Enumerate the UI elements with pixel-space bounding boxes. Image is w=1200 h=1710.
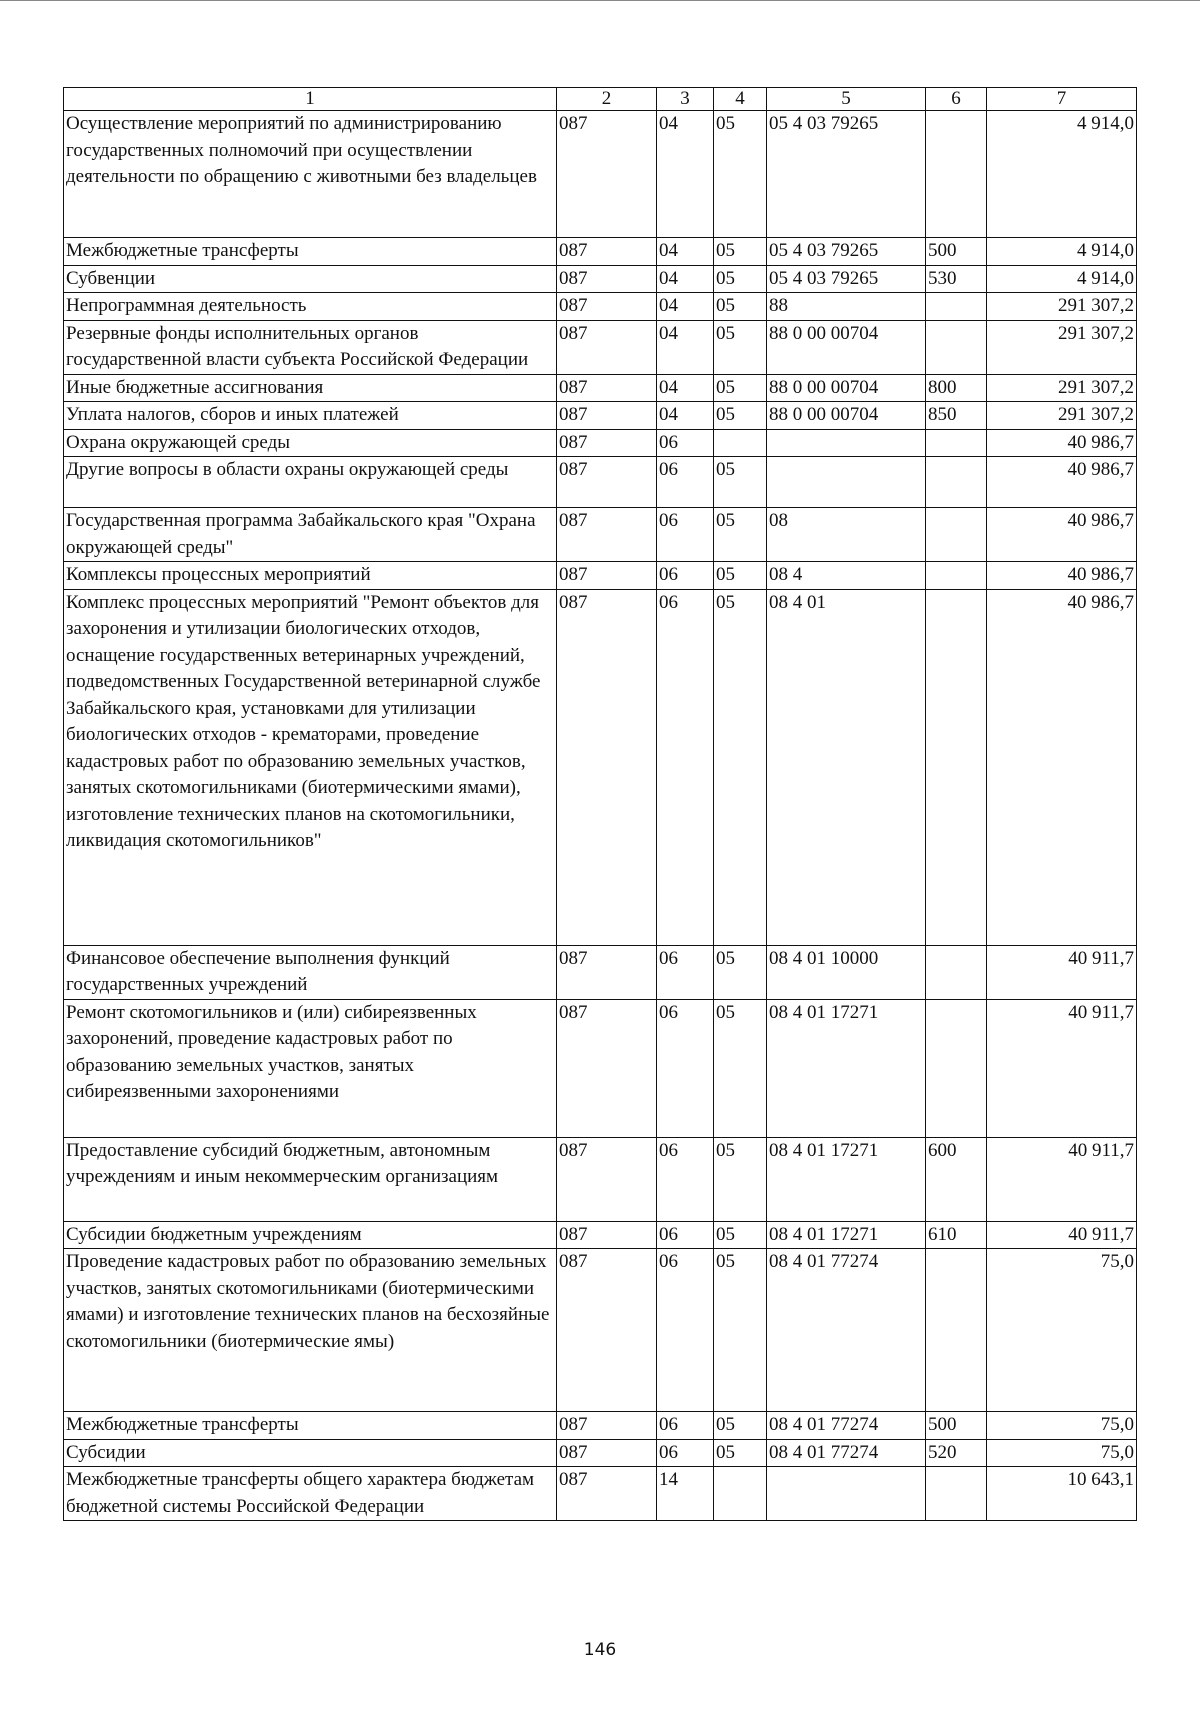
row-col5-cell: 08 [767, 508, 926, 562]
row-name-cell: Государственная программа Забайкальского края "Охрана окружающей среды" [64, 508, 557, 562]
row-name-cell: Субвенции [64, 265, 557, 293]
row-amount-cell: 40 986,7 [987, 508, 1137, 562]
row-col4-cell: 05 [714, 562, 767, 590]
row-col2-cell: 087 [557, 945, 657, 999]
table-row [64, 1137, 1137, 1221]
row-name-cell: Ремонт скотомогильников и (или) сибиреязвенных захоронений, проведение кадастровых работ по образованию земельных участков, занятых сибиреязвенными захоронениями [64, 999, 557, 1137]
budget-table [63, 87, 1137, 1521]
row-col3-cell: 14 [657, 1467, 714, 1521]
row-col3-cell: 06 [657, 1439, 714, 1467]
row-col6-cell [926, 1249, 987, 1412]
row-col4-cell: 05 [714, 1221, 767, 1249]
row-col2-cell: 087 [557, 238, 657, 266]
row-amount-cell: 40 911,7 [987, 999, 1137, 1137]
row-col4-cell: 05 [714, 1439, 767, 1467]
row-col3-cell: 06 [657, 1412, 714, 1440]
row-col6-cell [926, 945, 987, 999]
row-col6-cell [926, 429, 987, 457]
row-name-cell: Субсидии бюджетным учреждениям [64, 1221, 557, 1249]
table-row [64, 265, 1137, 293]
row-col6-cell [926, 589, 987, 945]
header-col-6: 6 [926, 88, 987, 111]
table-row [64, 293, 1137, 321]
row-name-cell: Уплата налогов, сборов и иных платежей [64, 402, 557, 430]
row-col3-cell: 04 [657, 111, 714, 238]
row-name-cell: Предоставление субсидий бюджетным, автономным учреждениям и иным некоммерческим организациям [64, 1137, 557, 1221]
row-col6-cell [926, 1467, 987, 1521]
row-amount-cell: 291 307,2 [987, 374, 1137, 402]
row-col4-cell: 05 [714, 320, 767, 374]
header-col-5: 5 [767, 88, 926, 111]
row-col6-cell [926, 562, 987, 590]
header-col-2: 2 [557, 88, 657, 111]
table-row [64, 429, 1137, 457]
page-number: 146 [583, 1640, 617, 1660]
row-col4-cell: 05 [714, 589, 767, 945]
row-amount-cell: 40 911,7 [987, 1221, 1137, 1249]
row-col6-cell [926, 457, 987, 508]
row-col5-cell: 08 4 01 77274 [767, 1249, 926, 1412]
row-col3-cell: 06 [657, 429, 714, 457]
table-row [64, 945, 1137, 999]
row-col4-cell: 05 [714, 238, 767, 266]
row-amount-cell: 40 986,7 [987, 457, 1137, 508]
row-col2-cell: 087 [557, 1137, 657, 1221]
table-header-row [64, 88, 1137, 111]
row-amount-cell: 291 307,2 [987, 402, 1137, 430]
row-amount-cell: 291 307,2 [987, 293, 1137, 321]
row-amount-cell: 10 643,1 [987, 1467, 1137, 1521]
row-col6-cell [926, 320, 987, 374]
row-col3-cell: 04 [657, 265, 714, 293]
table-row [64, 238, 1137, 266]
row-col2-cell: 087 [557, 1249, 657, 1412]
row-name-cell: Охрана окружающей среды [64, 429, 557, 457]
table-row [64, 589, 1137, 945]
row-col2-cell: 087 [557, 429, 657, 457]
row-col6-cell [926, 293, 987, 321]
row-col4-cell: 05 [714, 1137, 767, 1221]
row-col4-cell: 05 [714, 374, 767, 402]
row-amount-cell: 40 986,7 [987, 562, 1137, 590]
row-name-cell: Финансовое обеспечение выполнения функций государственных учреждений [64, 945, 557, 999]
row-col3-cell: 06 [657, 1137, 714, 1221]
table-row [64, 999, 1137, 1137]
row-col6-cell: 530 [926, 265, 987, 293]
row-name-cell: Иные бюджетные ассигнования [64, 374, 557, 402]
table-row [64, 508, 1137, 562]
row-col4-cell: 05 [714, 457, 767, 508]
row-col2-cell: 087 [557, 457, 657, 508]
row-col2-cell: 087 [557, 374, 657, 402]
header-col-4: 4 [714, 88, 767, 111]
row-col6-cell: 610 [926, 1221, 987, 1249]
row-col2-cell: 087 [557, 293, 657, 321]
row-col4-cell: 05 [714, 1412, 767, 1440]
row-col4-cell: 05 [714, 945, 767, 999]
row-col4-cell [714, 429, 767, 457]
row-col2-cell: 087 [557, 1439, 657, 1467]
row-col5-cell: 05 4 03 79265 [767, 265, 926, 293]
row-col5-cell: 08 4 01 17271 [767, 999, 926, 1137]
row-col4-cell: 05 [714, 111, 767, 238]
row-col2-cell: 087 [557, 1412, 657, 1440]
row-col5-cell: 08 4 01 17271 [767, 1137, 926, 1221]
row-amount-cell: 40 986,7 [987, 429, 1137, 457]
row-col2-cell: 087 [557, 589, 657, 945]
row-col2-cell: 087 [557, 508, 657, 562]
table-row [64, 111, 1137, 238]
row-col5-cell: 08 4 [767, 562, 926, 590]
row-col5-cell: 88 0 00 00704 [767, 374, 926, 402]
row-amount-cell: 40 986,7 [987, 589, 1137, 945]
row-col2-cell: 087 [557, 1467, 657, 1521]
row-col5-cell: 88 [767, 293, 926, 321]
row-col5-cell: 08 4 01 10000 [767, 945, 926, 999]
row-name-cell: Комплексы процессных мероприятий [64, 562, 557, 590]
row-col6-cell: 600 [926, 1137, 987, 1221]
row-col6-cell [926, 508, 987, 562]
header-col-7: 7 [987, 88, 1137, 111]
row-amount-cell: 75,0 [987, 1412, 1137, 1440]
row-name-cell: Межбюджетные трансферты общего характера бюджетам бюджетной системы Российской Федерации [64, 1467, 557, 1521]
table-row [64, 402, 1137, 430]
row-col2-cell: 087 [557, 562, 657, 590]
table-row [64, 1412, 1137, 1440]
row-name-cell: Проведение кадастровых работ по образованию земельных участков, занятых скотомогильниками (биотермическими ямами) и изготовление технических планов на бесхозяйные скотомогильники (биотермические ямы) [64, 1249, 557, 1412]
row-col5-cell [767, 457, 926, 508]
row-col3-cell: 04 [657, 374, 714, 402]
table-row [64, 1249, 1137, 1412]
row-col6-cell: 500 [926, 1412, 987, 1440]
row-amount-cell: 75,0 [987, 1439, 1137, 1467]
row-col3-cell: 04 [657, 402, 714, 430]
row-col4-cell: 05 [714, 1249, 767, 1412]
row-col6-cell [926, 999, 987, 1137]
row-col5-cell: 08 4 01 77274 [767, 1412, 926, 1440]
row-amount-cell: 4 914,0 [987, 111, 1137, 238]
row-col5-cell [767, 429, 926, 457]
row-name-cell: Межбюджетные трансферты [64, 1412, 557, 1440]
row-col3-cell: 06 [657, 589, 714, 945]
row-name-cell: Субсидии [64, 1439, 557, 1467]
row-col2-cell: 087 [557, 1221, 657, 1249]
row-col2-cell: 087 [557, 402, 657, 430]
row-amount-cell: 4 914,0 [987, 238, 1137, 266]
row-col2-cell: 087 [557, 320, 657, 374]
row-col3-cell: 04 [657, 320, 714, 374]
row-col6-cell: 500 [926, 238, 987, 266]
row-col2-cell: 087 [557, 265, 657, 293]
table-row [64, 320, 1137, 374]
row-col6-cell [926, 111, 987, 238]
row-col4-cell: 05 [714, 508, 767, 562]
row-col3-cell: 06 [657, 508, 714, 562]
row-name-cell: Резервные фонды исполнительных органов государственной власти субъекта Российской Федерации [64, 320, 557, 374]
row-amount-cell: 40 911,7 [987, 945, 1137, 999]
row-col5-cell: 08 4 01 77274 [767, 1439, 926, 1467]
row-col3-cell: 06 [657, 1221, 714, 1249]
row-name-cell: Межбюджетные трансферты [64, 238, 557, 266]
row-name-cell: Непрограммная деятельность [64, 293, 557, 321]
table-row [64, 1221, 1137, 1249]
row-col4-cell: 05 [714, 999, 767, 1137]
row-col2-cell: 087 [557, 999, 657, 1137]
header-col-3: 3 [657, 88, 714, 111]
table-row [64, 1439, 1137, 1467]
row-col5-cell: 05 4 03 79265 [767, 238, 926, 266]
row-name-cell: Осуществление мероприятий по администрированию государственных полномочий при осуществлении деятельности по обращению с животными без владельцев [64, 111, 557, 238]
row-amount-cell: 40 911,7 [987, 1137, 1137, 1221]
row-name-cell: Другие вопросы в области охраны окружающей среды [64, 457, 557, 508]
row-col5-cell: 88 0 00 00704 [767, 402, 926, 430]
row-col3-cell: 04 [657, 293, 714, 321]
row-col6-cell: 520 [926, 1439, 987, 1467]
row-col4-cell: 05 [714, 265, 767, 293]
row-col6-cell: 800 [926, 374, 987, 402]
row-col3-cell: 06 [657, 999, 714, 1137]
row-col3-cell: 04 [657, 238, 714, 266]
row-amount-cell: 75,0 [987, 1249, 1137, 1412]
row-amount-cell: 291 307,2 [987, 320, 1137, 374]
top-border-line [0, 0, 1200, 1]
row-col3-cell: 06 [657, 1249, 714, 1412]
header-col-1: 1 [64, 88, 557, 111]
row-col5-cell: 08 4 01 [767, 589, 926, 945]
row-name-cell: Комплекс процессных мероприятий "Ремонт объектов для захоронения и утилизации биологических отходов, оснащение государственных ветеринарных учреждений, подведомственных Государственной ветеринарной службе Забайкальского края, установками для утилизации биологических отходов - крематорами, проведение кадастровых работ по образованию земельных участков, занятых скотомогильниками (биотермическими ямами), изготовление технических планов на скотомогильники, ликвидация скотомогильников" [64, 589, 557, 945]
table-row [64, 1467, 1137, 1521]
row-col3-cell: 06 [657, 945, 714, 999]
row-col5-cell: 88 0 00 00704 [767, 320, 926, 374]
row-col4-cell: 05 [714, 402, 767, 430]
row-col5-cell: 08 4 01 17271 [767, 1221, 926, 1249]
row-amount-cell: 4 914,0 [987, 265, 1137, 293]
table-row [64, 457, 1137, 508]
row-col5-cell [767, 1467, 926, 1521]
table-row [64, 374, 1137, 402]
row-col2-cell: 087 [557, 111, 657, 238]
row-col3-cell: 06 [657, 562, 714, 590]
row-col6-cell: 850 [926, 402, 987, 430]
row-col4-cell [714, 1467, 767, 1521]
row-col3-cell: 06 [657, 457, 714, 508]
row-col5-cell: 05 4 03 79265 [767, 111, 926, 238]
table-row [64, 562, 1137, 590]
row-col4-cell: 05 [714, 293, 767, 321]
